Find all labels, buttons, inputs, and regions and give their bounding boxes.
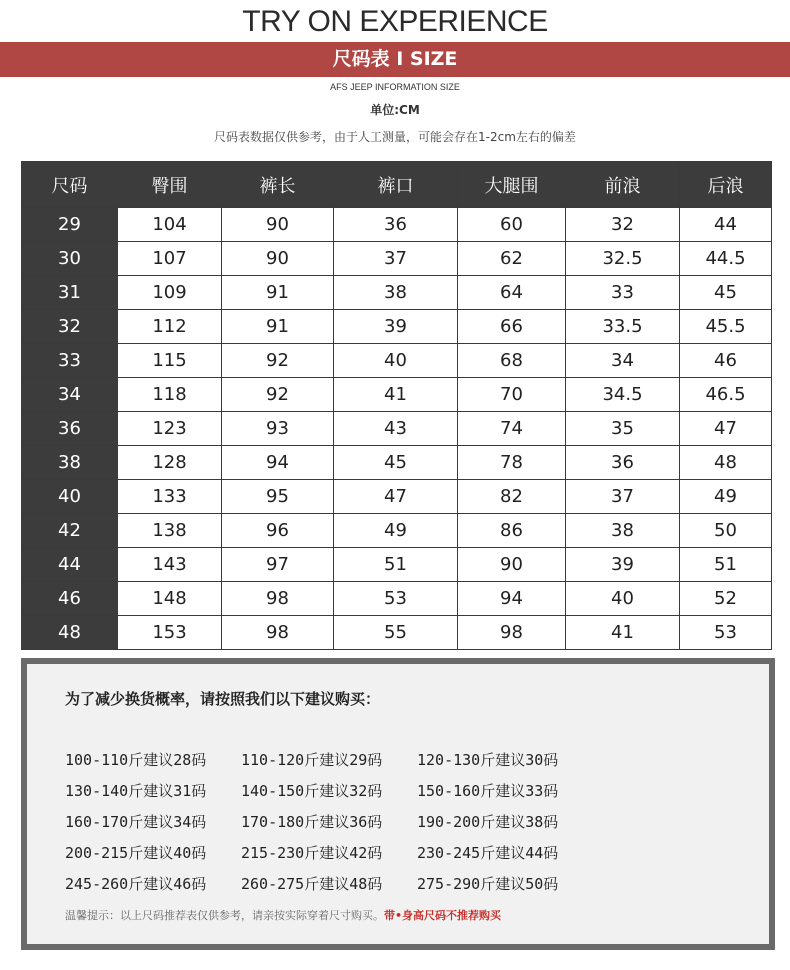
table-header-row xyxy=(22,162,772,208)
table-cell: 98 xyxy=(458,616,566,650)
advice-row xyxy=(65,868,593,899)
table-cell: 41 xyxy=(334,378,458,412)
advice-heading: 为了减少换货概率，请按照我们以下建议购买： xyxy=(65,690,381,708)
advice-row xyxy=(65,775,593,806)
table-cell: 49 xyxy=(334,514,458,548)
table-row xyxy=(22,514,772,548)
advice-row xyxy=(65,744,593,775)
table-cell: 92 xyxy=(222,378,334,412)
table-cell: 32.5 xyxy=(566,242,680,276)
table-cell: 153 xyxy=(118,616,222,650)
table-cell: 78 xyxy=(458,446,566,480)
table-cell: 37 xyxy=(566,480,680,514)
table-cell: 39 xyxy=(334,310,458,344)
size-cell: 38 xyxy=(22,446,118,480)
table-cell: 94 xyxy=(458,582,566,616)
table-cell: 35 xyxy=(566,412,680,446)
measurement-note: 尺码表数据仅供参考，由于人工测量，可能会存在1-2cm左右的偏差 xyxy=(214,130,576,144)
table-cell: 94 xyxy=(222,446,334,480)
table-cell: 86 xyxy=(458,514,566,548)
table-cell: 34 xyxy=(566,344,680,378)
table-cell: 143 xyxy=(118,548,222,582)
advice-item: 245-260斤建议46码 xyxy=(65,875,207,893)
table-cell: 39 xyxy=(566,548,680,582)
table-cell: 34.5 xyxy=(566,378,680,412)
table-cell: 47 xyxy=(334,480,458,514)
table-row xyxy=(22,378,772,412)
advice-item: 275-290斤建议50码 xyxy=(417,875,559,893)
table-cell: 90 xyxy=(222,208,334,242)
size-cell: 40 xyxy=(22,480,118,514)
advice-grid xyxy=(65,744,593,899)
table-cell: 112 xyxy=(118,310,222,344)
advice-item: 110-120斤建议29码 xyxy=(241,751,383,769)
size-table xyxy=(21,161,772,650)
advice-tip xyxy=(65,907,501,923)
header-thigh: 大腿围 xyxy=(458,162,566,208)
advice-item: 150-160斤建议33码 xyxy=(417,782,559,800)
page-title: TRY ON EXPERIENCE xyxy=(242,5,548,38)
table-cell: 50 xyxy=(680,514,772,548)
advice-item: 260-275斤建议48码 xyxy=(241,875,383,893)
table-row xyxy=(22,344,772,378)
table-cell: 48 xyxy=(680,446,772,480)
advice-item: 160-170斤建议34码 xyxy=(65,813,207,831)
table-cell: 40 xyxy=(334,344,458,378)
advice-item: 190-200斤建议38码 xyxy=(417,813,559,831)
table-row xyxy=(22,242,772,276)
table-cell: 45 xyxy=(680,276,772,310)
table-cell: 38 xyxy=(566,514,680,548)
table-cell: 37 xyxy=(334,242,458,276)
table-cell: 46.5 xyxy=(680,378,772,412)
tip-warning: 带•身高尺码不推荐购买 xyxy=(384,909,502,922)
table-row xyxy=(22,582,772,616)
size-chart-banner: 尺码表 I SIZE xyxy=(0,42,790,77)
table-cell: 97 xyxy=(222,548,334,582)
table-cell: 91 xyxy=(222,276,334,310)
table-cell: 128 xyxy=(118,446,222,480)
table-cell: 33 xyxy=(566,276,680,310)
table-cell: 44.5 xyxy=(680,242,772,276)
table-row xyxy=(22,276,772,310)
size-cell: 32 xyxy=(22,310,118,344)
size-cell: 46 xyxy=(22,582,118,616)
table-cell: 68 xyxy=(458,344,566,378)
table-cell: 118 xyxy=(118,378,222,412)
table-row xyxy=(22,208,772,242)
table-row xyxy=(22,548,772,582)
size-cell: 42 xyxy=(22,514,118,548)
advice-row xyxy=(65,806,593,837)
unit-label: 单位:CM xyxy=(370,103,420,117)
size-cell: 31 xyxy=(22,276,118,310)
advice-item: 230-245斤建议44码 xyxy=(417,844,559,862)
table-cell: 47 xyxy=(680,412,772,446)
table-cell: 46 xyxy=(680,344,772,378)
table-cell: 123 xyxy=(118,412,222,446)
size-cell: 36 xyxy=(22,412,118,446)
table-cell: 91 xyxy=(222,310,334,344)
table-cell: 43 xyxy=(334,412,458,446)
table-row xyxy=(22,446,772,480)
advice-item: 215-230斤建议42码 xyxy=(241,844,383,862)
table-row xyxy=(22,310,772,344)
table-cell: 51 xyxy=(334,548,458,582)
table-cell: 74 xyxy=(458,412,566,446)
table-cell: 52 xyxy=(680,582,772,616)
table-cell: 70 xyxy=(458,378,566,412)
advice-item: 200-215斤建议40码 xyxy=(65,844,207,862)
table-cell: 64 xyxy=(458,276,566,310)
table-cell: 133 xyxy=(118,480,222,514)
table-cell: 66 xyxy=(458,310,566,344)
header-front-rise: 前浪 xyxy=(566,162,680,208)
tip-text: 温馨提示：以上尺码推荐表仅供参考，请亲按实际穿着尺寸购买。 xyxy=(65,909,384,922)
table-cell: 49 xyxy=(680,480,772,514)
table-row xyxy=(22,412,772,446)
table-cell: 96 xyxy=(222,514,334,548)
table-cell: 138 xyxy=(118,514,222,548)
header-leg-opening: 裤口 xyxy=(334,162,458,208)
table-cell: 109 xyxy=(118,276,222,310)
table-cell: 38 xyxy=(334,276,458,310)
table-cell: 98 xyxy=(222,616,334,650)
header-back-rise: 后浪 xyxy=(680,162,772,208)
table-cell: 60 xyxy=(458,208,566,242)
table-cell: 44 xyxy=(680,208,772,242)
advice-item: 170-180斤建议36码 xyxy=(241,813,383,831)
table-row xyxy=(22,616,772,650)
table-cell: 33.5 xyxy=(566,310,680,344)
table-cell: 36 xyxy=(566,446,680,480)
size-cell: 29 xyxy=(22,208,118,242)
table-cell: 53 xyxy=(334,582,458,616)
advice-item: 100-110斤建议28码 xyxy=(65,751,207,769)
size-cell: 33 xyxy=(22,344,118,378)
advice-row xyxy=(65,837,593,868)
table-cell: 32 xyxy=(566,208,680,242)
table-cell: 82 xyxy=(458,480,566,514)
table-cell: 62 xyxy=(458,242,566,276)
size-cell: 48 xyxy=(22,616,118,650)
table-cell: 40 xyxy=(566,582,680,616)
header-size: 尺码 xyxy=(22,162,118,208)
advice-item: 120-130斤建议30码 xyxy=(417,751,559,769)
size-cell: 30 xyxy=(22,242,118,276)
table-cell: 36 xyxy=(334,208,458,242)
header-hip: 臀围 xyxy=(118,162,222,208)
table-cell: 93 xyxy=(222,412,334,446)
table-cell: 45 xyxy=(334,446,458,480)
table-cell: 104 xyxy=(118,208,222,242)
table-cell: 95 xyxy=(222,480,334,514)
info-subtitle: AFS JEEP INFORMATION SIZE xyxy=(330,82,460,92)
advice-box xyxy=(21,658,775,950)
table-cell: 148 xyxy=(118,582,222,616)
size-cell: 44 xyxy=(22,548,118,582)
table-cell: 115 xyxy=(118,344,222,378)
advice-item: 140-150斤建议32码 xyxy=(241,782,383,800)
advice-item: 130-140斤建议31码 xyxy=(65,782,207,800)
table-cell: 98 xyxy=(222,582,334,616)
table-cell: 90 xyxy=(458,548,566,582)
table-cell: 53 xyxy=(680,616,772,650)
size-cell: 34 xyxy=(22,378,118,412)
table-row xyxy=(22,480,772,514)
table-cell: 92 xyxy=(222,344,334,378)
table-cell: 90 xyxy=(222,242,334,276)
header-length: 裤长 xyxy=(222,162,334,208)
table-cell: 45.5 xyxy=(680,310,772,344)
table-cell: 41 xyxy=(566,616,680,650)
table-cell: 51 xyxy=(680,548,772,582)
table-cell: 55 xyxy=(334,616,458,650)
table-cell: 107 xyxy=(118,242,222,276)
